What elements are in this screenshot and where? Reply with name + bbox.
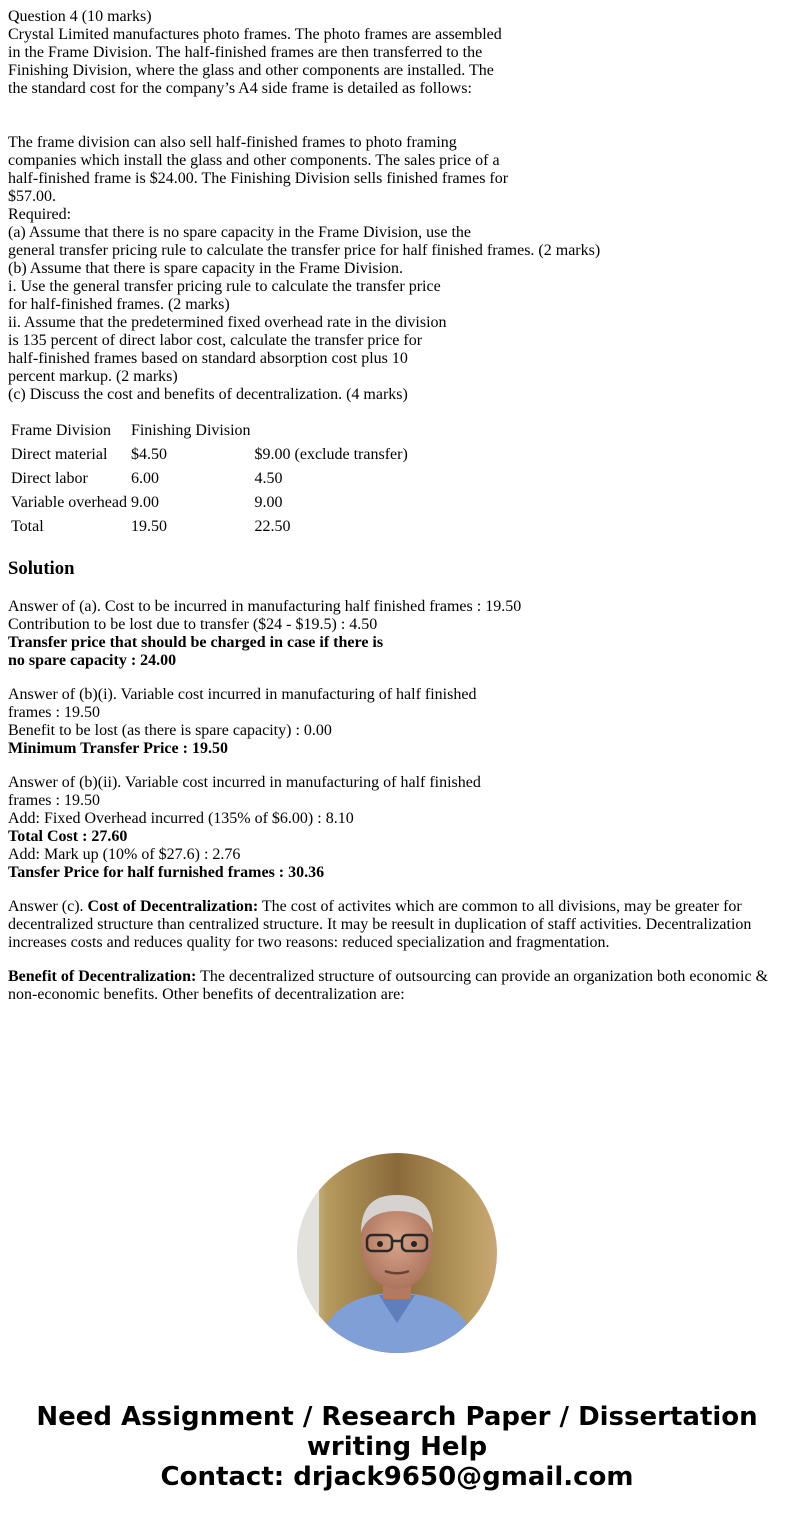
cost-of-decentralization-text: The cost of activites which are common to all divisions, may be greater for decentralized structure than centralized structure. It may be reesult in duplication of staff activities. Decentralization increases costs and reduces quality for two reasons: reduced specialization and fragmentation. bbox=[8, 898, 752, 951]
table-row bbox=[10, 516, 409, 538]
answer-result: no spare capacity : 24.00 bbox=[8, 652, 177, 669]
intro-line: Crystal Limited manufactures photo frames. The photo frames are assembled bbox=[8, 26, 502, 43]
answer-result: Transfer price that should be charged in case if there is bbox=[8, 634, 384, 651]
table-cell: 22.50 bbox=[254, 518, 291, 535]
footer-advertisement bbox=[0, 1402, 794, 1492]
answer-line: Contribution to be lost due to transfer ($24 - $19.5) : 4.50 bbox=[8, 616, 378, 633]
cost-table bbox=[8, 418, 411, 540]
table-cell: $9.00 (exclude transfer) bbox=[254, 446, 408, 463]
table-cell: 19.50 bbox=[130, 518, 167, 535]
intro-line: Finishing Division, where the glass and other components are installed. The bbox=[8, 62, 494, 79]
required-line: for half-finished frames. (2 marks) bbox=[8, 296, 230, 313]
table-header-cell: Frame Division bbox=[11, 422, 111, 439]
answer-result: Minimum Transfer Price : 19.50 bbox=[8, 740, 228, 757]
table-row bbox=[10, 444, 409, 466]
market-line: companies which install the glass and other components. The sales price of a bbox=[8, 152, 500, 169]
footer-contact: Contact: drjack9650@gmail.com bbox=[160, 1462, 634, 1492]
market-paragraph bbox=[8, 134, 786, 206]
answer-line: frames : 19.50 bbox=[8, 704, 100, 721]
table-cell: $4.50 bbox=[130, 446, 167, 463]
table-cell: 4.50 bbox=[254, 470, 283, 487]
answer-line: Answer of (b)(i). Variable cost incurred in manufacturing of half finished bbox=[8, 686, 477, 703]
answer-line: Answer of (b)(ii). Variable cost incurred in manufacturing of half finished bbox=[8, 774, 481, 791]
table-cell: 9.00 bbox=[130, 494, 159, 511]
required-line: general transfer pricing rule to calculate the transfer price for half finished frames. (2 marks) bbox=[8, 242, 601, 259]
answer-result: Tansfer Price for half furnished frames : 30.36 bbox=[8, 864, 325, 881]
benefit-of-decentralization-text: The decentralized structure of outsourcing can provide an organization both economic & non-economic benefits. Other benefits of decentralization are: bbox=[8, 968, 769, 1003]
table-header-cell: Finishing Division bbox=[130, 422, 251, 439]
answer-a bbox=[8, 598, 786, 670]
answer-c-cost bbox=[8, 898, 786, 952]
benefit-of-decentralization-label: Benefit of Decentralization: bbox=[8, 968, 197, 985]
avatar-portrait-image bbox=[297, 1153, 497, 1353]
required-line: (c) Discuss the cost and benefits of decentralization. (4 marks) bbox=[8, 386, 408, 403]
market-line: The frame division can also sell half-finished frames to photo framing bbox=[8, 134, 457, 151]
table-cell: 6.00 bbox=[130, 470, 159, 487]
table-header-cell bbox=[254, 420, 409, 442]
answer-b-i bbox=[8, 686, 786, 758]
required-line: percent markup. (2 marks) bbox=[8, 368, 178, 385]
table-row bbox=[10, 468, 409, 490]
answer-line: Add: Mark up (10% of $27.6) : 2.76 bbox=[8, 846, 241, 863]
cost-of-decentralization-label: Cost of Decentralization: bbox=[87, 898, 259, 915]
intro-line: the standard cost for the company’s A4 side frame is detailed as follows: bbox=[8, 80, 472, 97]
footer-line: Need Assignment / Research Paper / Dissertation bbox=[36, 1402, 758, 1432]
document-body bbox=[8, 8, 786, 1004]
required-section bbox=[8, 206, 786, 404]
answer-line: Benefit to be lost (as there is spare capacity) : 0.00 bbox=[8, 722, 332, 739]
required-line: (a) Assume that there is no spare capacity in the Frame Division, use the bbox=[8, 224, 471, 241]
table-cell: 9.00 bbox=[254, 494, 283, 511]
intro-line: in the Frame Division. The half-finished frames are then transferred to the bbox=[8, 44, 483, 61]
question-intro bbox=[8, 26, 786, 98]
answer-c-prefix: Answer (c). bbox=[8, 898, 88, 915]
table-row bbox=[10, 492, 409, 514]
answer-b-ii bbox=[8, 774, 786, 882]
required-line: is 135 percent of direct labor cost, calculate the transfer price for bbox=[8, 332, 423, 349]
table-cell: Total bbox=[11, 518, 44, 535]
table-cell: Direct material bbox=[11, 446, 108, 463]
answer-line: frames : 19.50 bbox=[8, 792, 100, 809]
table-cell: Direct labor bbox=[11, 470, 88, 487]
question-heading: Question 4 (10 marks) bbox=[8, 8, 152, 25]
required-line: half-finished frames based on standard absorption cost plus 10 bbox=[8, 350, 408, 367]
required-line: Required: bbox=[8, 206, 72, 223]
required-line: ii. Assume that the predetermined fixed overhead rate in the division bbox=[8, 314, 447, 331]
required-line: (b) Assume that there is spare capacity in the Frame Division. bbox=[8, 260, 404, 277]
answer-result: Total Cost : 27.60 bbox=[8, 828, 128, 845]
answer-line: Answer of (a). Cost to be incurred in manufacturing half finished frames : 19.50 bbox=[8, 598, 522, 615]
table-cell: Variable overhead bbox=[11, 494, 127, 511]
answer-c-benefit bbox=[8, 968, 786, 1004]
avatar bbox=[297, 1153, 497, 1353]
market-line: half-finished frame is $24.00. The Finishing Division sells finished frames for bbox=[8, 170, 509, 187]
required-line: i. Use the general transfer pricing rule to calculate the transfer price bbox=[8, 278, 441, 295]
footer-line: writing Help bbox=[306, 1432, 488, 1462]
solution-heading: Solution bbox=[8, 558, 75, 579]
market-line: $57.00. bbox=[8, 188, 56, 205]
table-header-row bbox=[10, 420, 409, 442]
answer-line: Add: Fixed Overhead incurred (135% of $6.00) : 8.10 bbox=[8, 810, 354, 827]
